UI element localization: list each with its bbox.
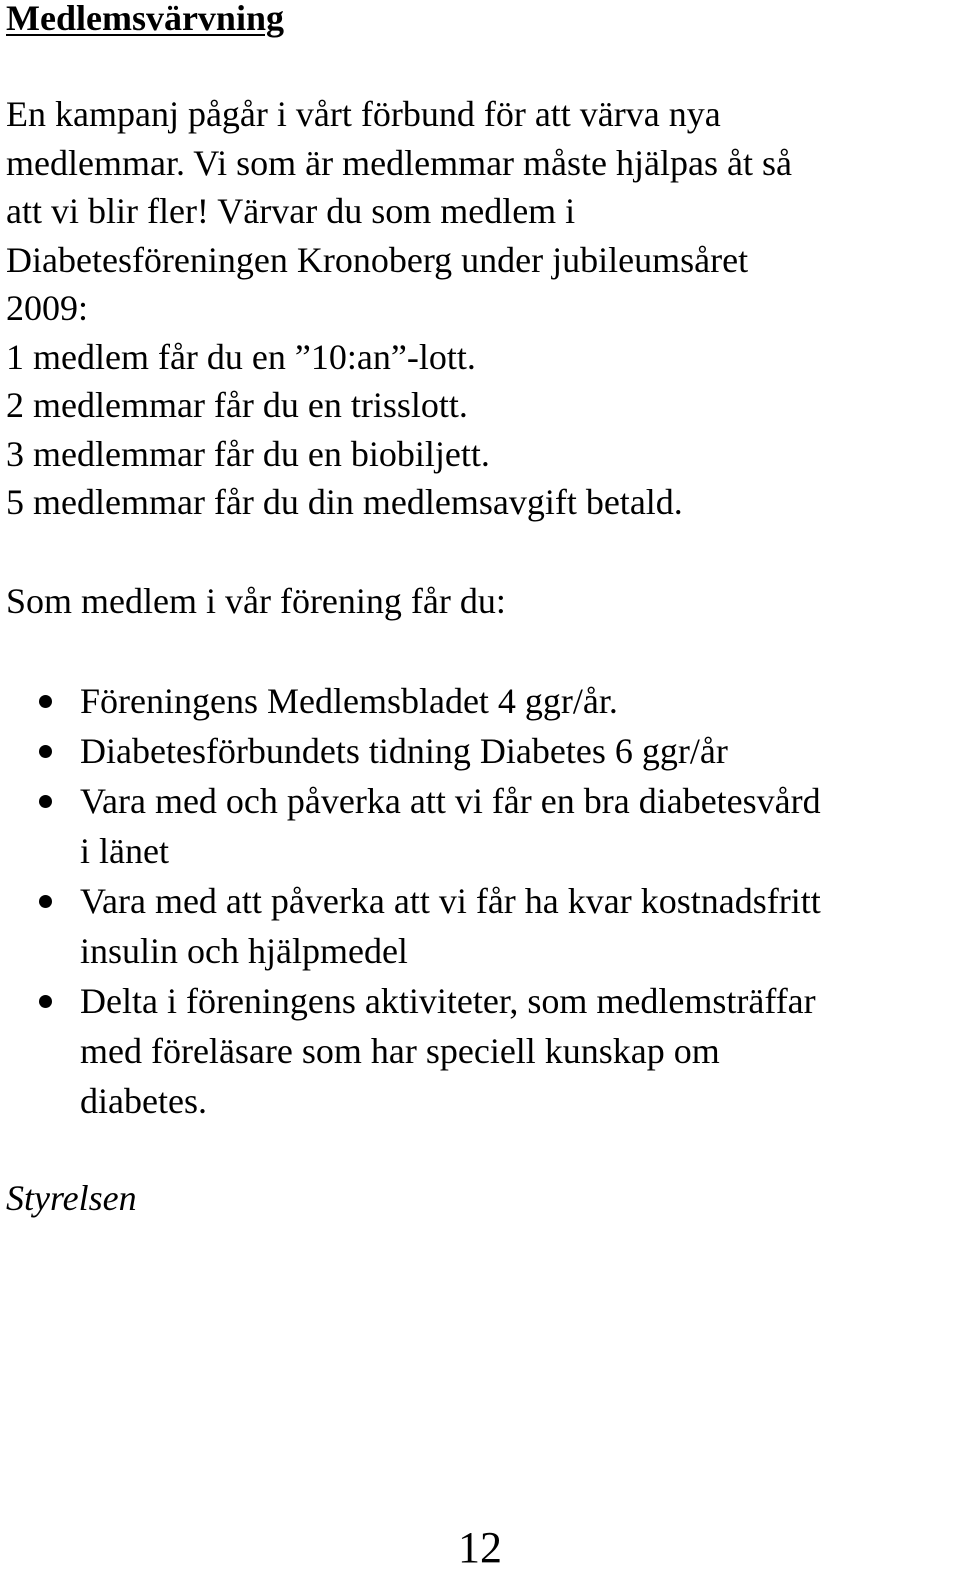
bullet-icon — [39, 895, 52, 908]
bullet-icon — [39, 995, 52, 1008]
reward-line: 5 medlemmar får du din medlemsavgift betald. — [6, 482, 683, 522]
list-item-text: i länet — [80, 831, 169, 871]
list-item-text: insulin och hjälpmedel — [80, 931, 408, 971]
list-item — [0, 776, 960, 876]
reward-line: 1 medlem får du en ”10:an”-lott. — [6, 336, 476, 377]
list-item-text: Vara med och påverka att vi får en bra diabetesvård — [80, 781, 821, 821]
signature: Styrelsen — [6, 1178, 137, 1218]
benefits-heading: Som medlem i vår förening får du: — [6, 581, 506, 621]
intro-line: att vi blir fler! Värvar du som medlem i — [6, 191, 576, 231]
intro-line: En kampanj pågår i vårt förbund för att värva nya — [6, 94, 721, 134]
reward-line: 2 medlemmar får du en trisslott. — [6, 385, 468, 425]
list-item-text: med föreläsare som har speciell kunskap om — [80, 1031, 720, 1071]
list-item-text: Diabetesförbundets tidning Diabetes 6 ggr/år — [80, 731, 728, 771]
list-item-text: diabetes. — [80, 1081, 207, 1121]
reward-line: 3 medlemmar får du en biobiljett. — [6, 433, 490, 474]
intro-paragraph — [6, 90, 956, 527]
list-item-text: Föreningens Medlemsbladet 4 ggr/år. — [80, 681, 618, 721]
list-item — [0, 976, 960, 1126]
benefits-list — [0, 676, 960, 1126]
intro-line: 2009: — [6, 288, 89, 328]
list-item — [0, 876, 960, 976]
list-item — [0, 676, 960, 726]
list-item — [0, 726, 960, 776]
intro-line: Diabetesföreningen Kronoberg under jubileumsåret — [6, 239, 749, 280]
list-item-text: Vara med att påverka att vi får ha kvar kostnadsfritt — [80, 881, 821, 921]
intro-line: medlemmar. Vi som är medlemmar måste hjälpas åt så — [6, 142, 792, 183]
bullet-icon — [39, 745, 52, 758]
list-item-text: Delta i föreningens aktiviteter, som medlemsträffar — [80, 981, 816, 1021]
page-number: 12 — [458, 1523, 502, 1572]
bullet-icon — [39, 795, 52, 808]
page-title: Medlemsvärvning — [6, 0, 284, 38]
bullet-icon — [39, 695, 52, 708]
